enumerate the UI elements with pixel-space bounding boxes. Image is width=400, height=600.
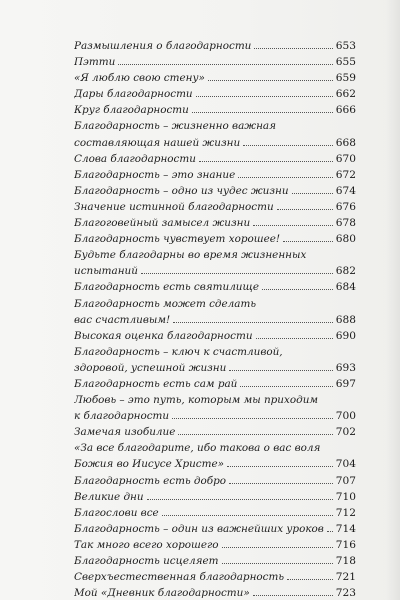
toc-entry-line — [74, 279, 356, 295]
toc-entry[interactable] — [74, 537, 356, 553]
toc-page-number: 714 — [335, 522, 356, 535]
toc-entry-line — [74, 151, 356, 167]
toc-entry-title: Так много всего хорошего — [74, 538, 219, 551]
toc-entry-title: Высокая оценка благодарности — [74, 329, 253, 342]
toc-entry-line — [74, 183, 356, 199]
dot-leader — [196, 95, 333, 97]
toc-entry-title: Размышления о благодарности — [74, 40, 252, 52]
toc-entry-title: Благодарность есть добро — [74, 474, 226, 487]
toc-entry[interactable] — [74, 183, 356, 199]
toc-entry-line-continued — [74, 392, 356, 408]
toc-page-number: 712 — [335, 506, 356, 519]
toc-entry-line — [74, 521, 356, 537]
toc-entry-line-continued — [74, 344, 356, 360]
dot-leader — [118, 63, 332, 65]
toc-entry-line — [74, 54, 356, 70]
dot-leader — [229, 369, 332, 371]
toc-entry-line — [74, 199, 356, 215]
toc-page-number: 718 — [335, 555, 356, 567]
dot-leader — [141, 272, 333, 274]
toc-entry-title: Благодарность – один из важнейших уроков — [74, 522, 324, 535]
toc-page-number: 716 — [335, 538, 356, 551]
toc-page-number: 659 — [335, 72, 356, 85]
toc-entry-line-continued — [74, 118, 356, 134]
dot-leader — [222, 562, 333, 564]
dot-leader — [172, 417, 333, 419]
toc-entry[interactable] — [74, 440, 356, 472]
toc-entry-line — [74, 537, 356, 553]
toc-entry-line — [74, 360, 356, 376]
toc-entry[interactable] — [74, 167, 356, 183]
toc-entry[interactable] — [74, 86, 356, 102]
toc-entry[interactable] — [74, 328, 356, 344]
toc-page-number: 655 — [335, 56, 356, 69]
toc-page-number: 674 — [335, 184, 356, 197]
toc-page-number: 668 — [335, 136, 356, 149]
toc-entry-title: Значение истинной благодарности — [74, 200, 274, 213]
dot-leader — [327, 530, 333, 532]
toc-entry-title: Благоговейный замысел жизни — [74, 217, 251, 230]
toc-entry-title: здоровой, успешной жизни — [74, 361, 227, 374]
toc-entry-line — [74, 473, 356, 489]
toc-page-number: 697 — [335, 377, 356, 390]
toc-page-number: 690 — [335, 329, 356, 342]
toc-entry-line — [74, 328, 356, 344]
dot-leader — [229, 482, 333, 484]
toc-entry[interactable] — [74, 521, 356, 537]
toc-entry-line — [74, 263, 356, 279]
toc-entry-title: Благодарность может сделать — [74, 297, 256, 310]
toc-entry-title: Мой «Дневник благодарности» — [74, 587, 250, 600]
toc-entry-title: Благодарность – жизненно важная — [74, 120, 276, 133]
toc-entry-title: Пэтти — [74, 56, 116, 69]
toc-entry-title: Благослови все — [74, 506, 159, 519]
toc-page-number: 653 — [335, 40, 356, 52]
toc-entry-title: Дары благодарности — [74, 88, 193, 101]
dot-leader — [147, 498, 333, 500]
dot-leader — [222, 546, 333, 548]
toc-entry-line — [74, 231, 356, 247]
toc-entry[interactable] — [74, 473, 356, 489]
toc-page-number: 680 — [335, 233, 356, 246]
dot-leader — [192, 111, 333, 113]
table-of-contents — [74, 38, 356, 600]
toc-page-number: 676 — [335, 200, 356, 213]
toc-entry-title: «Я люблю свою стену» — [74, 72, 205, 85]
toc-entry-line — [74, 38, 356, 54]
toc-page-number: 700 — [335, 410, 356, 423]
toc-entry-line-continued — [74, 247, 356, 263]
dot-leader — [256, 337, 333, 339]
toc-entry-line — [74, 408, 356, 424]
toc-entry[interactable] — [74, 424, 356, 440]
toc-entry-title: Великие дни — [74, 490, 144, 503]
toc-entry[interactable] — [74, 296, 356, 328]
toc-entry[interactable] — [74, 247, 356, 279]
toc-page-number: 682 — [335, 265, 356, 278]
dot-leader — [262, 288, 333, 290]
toc-entry-title: Сверхъестественная благодарность — [74, 571, 285, 584]
dot-leader — [178, 433, 332, 435]
toc-page-number: 693 — [335, 361, 356, 374]
toc-entry-line — [74, 456, 356, 472]
toc-entry-line — [74, 102, 356, 118]
dot-leader — [173, 321, 333, 323]
toc-page-number: 662 — [335, 88, 356, 101]
toc-entry-title: Божия во Иисусе Христе» — [74, 458, 224, 471]
toc-page-number: 723 — [335, 587, 356, 600]
page-edge-shadow — [386, 0, 400, 600]
toc-page-number: 672 — [335, 168, 356, 181]
dot-leader — [162, 514, 333, 516]
dot-leader — [283, 240, 333, 242]
toc-page-number: 666 — [335, 104, 356, 117]
toc-page-number: 710 — [335, 490, 356, 503]
toc-entry[interactable] — [74, 392, 356, 424]
toc-entry-line — [74, 553, 356, 569]
toc-entry-line — [74, 135, 356, 151]
toc-entry-title: испытаний — [74, 265, 138, 278]
toc-entry[interactable] — [74, 118, 356, 150]
toc-entry[interactable] — [74, 279, 356, 295]
dot-leader — [240, 385, 332, 387]
toc-entry-line — [74, 167, 356, 183]
toc-entry-line — [74, 70, 356, 86]
toc-entry[interactable] — [74, 553, 356, 569]
dot-leader — [254, 47, 332, 49]
toc-entry-line-continued — [74, 296, 356, 312]
toc-entry-line — [74, 215, 356, 231]
toc-entry[interactable] — [74, 102, 356, 118]
toc-entry-title: к благодарности — [74, 410, 170, 423]
toc-entry-line — [74, 312, 356, 328]
toc-entry[interactable] — [74, 489, 356, 505]
toc-page-number: 688 — [335, 313, 356, 326]
toc-page-number: 702 — [335, 426, 356, 439]
dot-leader — [208, 79, 333, 81]
dot-leader — [253, 224, 333, 226]
toc-entry-title: Слова благодарности — [74, 152, 196, 165]
dot-leader — [227, 465, 333, 467]
toc-entry[interactable] — [74, 70, 356, 86]
toc-page-number: 684 — [335, 281, 356, 294]
toc-entry-title: Благодарность есть сам рай — [74, 377, 238, 390]
toc-entry-title: Благодарность – одно из чудес жизни — [74, 184, 289, 197]
toc-entry-title: вас счастливым! — [74, 313, 171, 326]
toc-entry-title: Круг благодарности — [74, 104, 189, 117]
dot-leader — [243, 144, 333, 146]
toc-entry[interactable] — [74, 505, 356, 521]
toc-entry[interactable] — [74, 585, 356, 600]
toc-page-number: 670 — [335, 152, 356, 165]
toc-entry-title: Благодарность есть святилище — [74, 281, 260, 294]
toc-entry-line — [74, 489, 356, 505]
toc-entry-line — [74, 505, 356, 521]
toc-entry-title: составляющая нашей жизни — [74, 136, 241, 149]
toc-page-number: 707 — [335, 474, 356, 487]
toc-page-number: 678 — [335, 217, 356, 230]
toc-entry[interactable] — [74, 215, 356, 231]
dot-leader — [238, 176, 333, 178]
toc-entry[interactable] — [74, 231, 356, 247]
toc-entry-title: Замечая изобилие — [74, 426, 176, 439]
toc-entry[interactable] — [74, 54, 356, 70]
toc-entry[interactable] — [74, 569, 356, 585]
toc-entry-title: Благодарность – ключ к счастливой, — [74, 345, 283, 358]
toc-entry-line-continued — [74, 440, 356, 456]
toc-entry[interactable] — [74, 376, 356, 392]
toc-entry[interactable] — [74, 344, 356, 376]
dot-leader — [292, 192, 333, 194]
dot-leader — [287, 578, 333, 580]
toc-page-number: 721 — [335, 571, 356, 584]
toc-entry-title: Любовь – это путь, которым мы приходим — [74, 394, 319, 407]
dot-leader — [253, 594, 333, 596]
toc-entry-line — [74, 86, 356, 102]
toc-entry-title: Благодарность – это знание — [74, 168, 236, 181]
toc-entry-title: Будьте благодарны во время жизненных — [74, 249, 307, 262]
toc-entry-line — [74, 585, 356, 600]
toc-entry-line — [74, 569, 356, 585]
toc-page-number: 704 — [335, 458, 356, 471]
toc-entry-line — [74, 376, 356, 392]
toc-entry[interactable] — [74, 199, 356, 215]
toc-entry-line — [74, 424, 356, 440]
toc-entry[interactable] — [74, 38, 356, 54]
toc-entry[interactable] — [74, 151, 356, 167]
toc-entry-title: Благодарность исцеляет — [74, 555, 219, 567]
dot-leader — [199, 160, 333, 162]
toc-entry-title: «За все благодарите, ибо такова о вас воля — [74, 442, 321, 455]
toc-entry-title: Благодарность чувствует хорошее! — [74, 233, 281, 246]
dot-leader — [277, 208, 333, 210]
